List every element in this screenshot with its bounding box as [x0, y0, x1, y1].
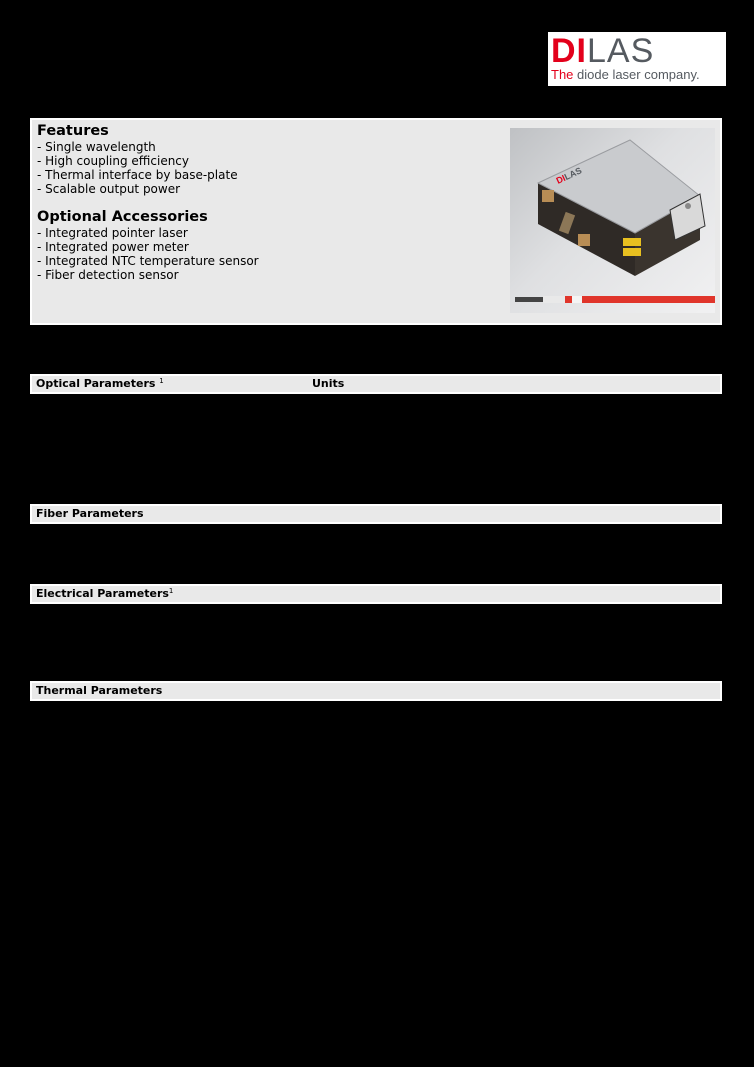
tagline-rest: diode laser company.: [573, 67, 700, 82]
optical-parameters-title: [36, 376, 164, 392]
fiber-parameters-title: [36, 506, 144, 522]
accessory-item: - Integrated pointer laser: [37, 226, 188, 240]
accessories-heading: Optional Accessories: [37, 209, 208, 225]
accessories-section: [37, 209, 259, 282]
features-heading: Features: [37, 123, 109, 139]
feature-item: - Single wavelength: [37, 140, 156, 154]
optical-parameters-header: [30, 374, 722, 394]
features-box: [30, 118, 722, 325]
fiber-parameters-header: [30, 504, 722, 524]
units-column-header: Units: [312, 377, 345, 390]
thermal-parameters-header: [30, 681, 722, 701]
feature-item: - High coupling efficiency: [37, 154, 190, 168]
accessory-item: - Integrated power meter: [37, 240, 189, 254]
accessories-list: [37, 226, 259, 282]
tagline-the: The: [551, 67, 574, 82]
logo-di: DI: [551, 32, 587, 70]
section-title: Optical Parameters: [36, 377, 156, 390]
features-list: [37, 140, 238, 196]
footnote-marker: 1: [168, 587, 174, 595]
dilas-logo: [548, 32, 726, 86]
accessory-item: - Integrated NTC temperature sensor: [37, 254, 259, 268]
product-photo: [510, 128, 715, 313]
logo-las: LAS: [587, 32, 655, 70]
footnote-marker: 1: [159, 377, 164, 385]
section-title: Fiber Parameters: [36, 507, 144, 520]
feature-item: - Thermal interface by base-plate: [37, 168, 238, 182]
section-title: Electrical Parameters: [36, 587, 169, 600]
logo-tagline: [551, 67, 700, 83]
thermal-parameters-title: [36, 683, 162, 699]
features-section: [37, 123, 238, 196]
section-title: Thermal Parameters: [36, 684, 163, 697]
feature-item: - Scalable output power: [37, 182, 181, 196]
electrical-parameters-title: [36, 586, 173, 602]
svg-text:DILAS: DILAS: [554, 165, 584, 186]
electrical-parameters-header: [30, 584, 722, 604]
laser-module-image: [510, 128, 715, 313]
accessory-item: - Fiber detection sensor: [37, 268, 179, 282]
logo-wordmark: [551, 34, 654, 68]
